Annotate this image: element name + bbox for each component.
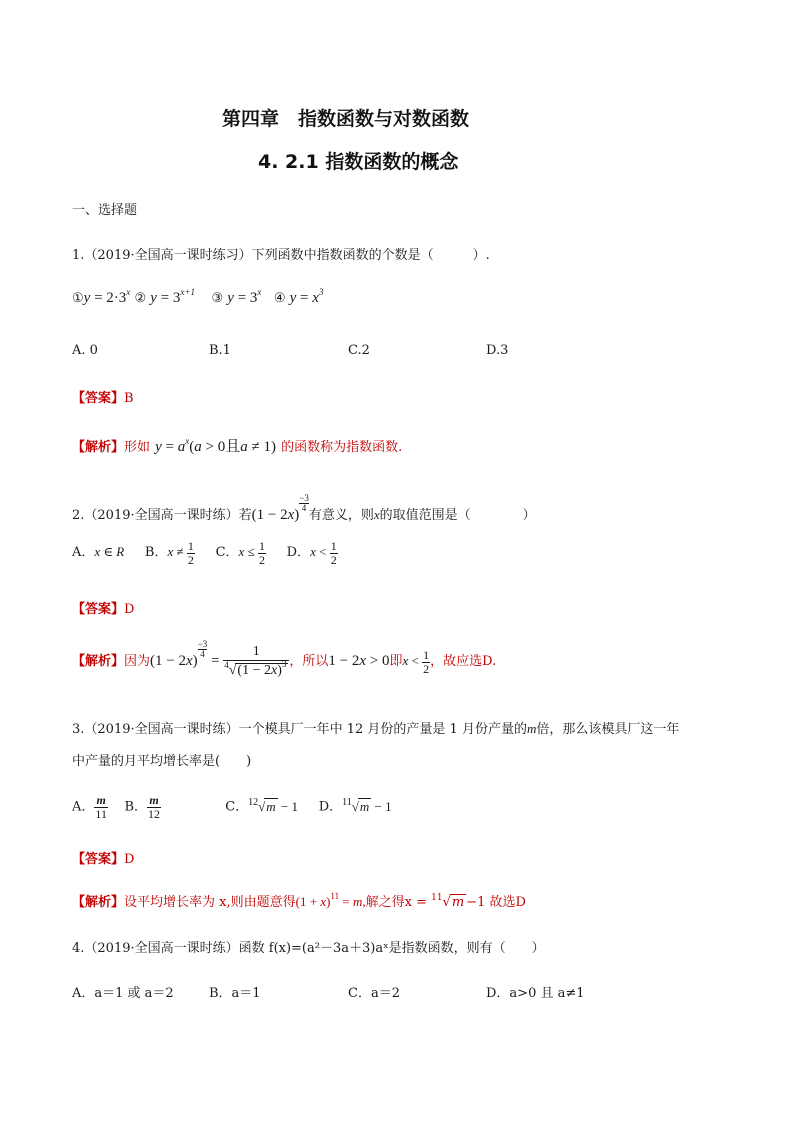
q1-analysis [72, 435, 402, 456]
chapter-title: 第四章 指数函数与对数函数 [222, 108, 470, 130]
q3-line1-text: 3.（2019·全国高一课时练）一个模具厂一年中 12 月份的产量是 1 月份产量的 [72, 722, 527, 737]
q3-choice-b-formula: $\frac{m}{12}$ [148, 793, 161, 821]
section-title: 4. 2.1 指数函数的概念 [258, 151, 459, 173]
q2-analysis-mid2: 即 [389, 654, 403, 669]
q3-choice-c-label: C． [225, 799, 249, 815]
q3-answer [72, 848, 134, 867]
answer-label: 【答案】 [72, 391, 125, 406]
q2-analysis-formula: (1 − 2x) $\frac{-3}{4}$ = $\frac{1}{^4√(1 - 2x)^3}$ [150, 653, 289, 669]
q2-stem-suffix: 有意义，则 [308, 508, 374, 523]
q1-answer-value: B [124, 391, 134, 406]
q2-choice-a-label: A． [72, 545, 95, 561]
q1-item-4: ④ [273, 291, 286, 306]
q1-analysis-formula: $y = a^x(a > 0$且a ≠ 1) [155, 436, 276, 455]
q2-analysis-end: ，故应选D. [430, 654, 497, 669]
q2-stem-end: 的取值范围是（ ） [379, 508, 536, 523]
q2-choice-c-formula: x ≤ $\frac{1}{2}$ [238, 539, 265, 567]
q4-stem: 4.（2019·全国高一课时练）函数 f(x)=(a²－3a＋3)aˣ是指数函数，则有（ ） [72, 941, 545, 956]
q2-stem [72, 494, 536, 524]
q3-analysis-end: 故选D [489, 895, 526, 910]
q1-choice-a: A. 0 [72, 343, 98, 358]
q1-choice-b: B.1 [209, 343, 231, 358]
q2-stem-prefix: 2.（2019·全国高一课时练）若 [72, 508, 252, 523]
q1-formula-4: $y = x^3$ [289, 287, 324, 306]
q2-stem-formula: (1 − 2x) $\frac{-3}{4}$ [251, 493, 309, 523]
q1-choice-c: C.2 [348, 343, 370, 358]
q1-formula-3: $y = 3^x$ [227, 287, 262, 306]
q1-stem: 1.（2019·全国高一课时练习）下列函数中指数函数的个数是（ ）. [72, 248, 490, 263]
q3-choice-c-formula: $^{12}$√m − 1 [248, 796, 299, 814]
q2-choice-d-label: D． [286, 545, 311, 561]
q3-analysis-text: 设平均增长率为 x,则由题意得 [124, 895, 296, 910]
q3-answer-value: D [124, 852, 135, 867]
q1-item-2: ② [134, 291, 147, 306]
section-heading: 一、选择题 [72, 203, 138, 218]
q3-line1-end: 倍，那么该模具厂这一年 [536, 722, 680, 737]
q1-choice-d: D.3 [486, 343, 509, 358]
q3-choice-a-formula: $\frac{m}{11}$ [95, 793, 107, 821]
q2-answer-value: D [124, 602, 135, 617]
q4-choice-c: C．a＝2 [348, 986, 400, 1001]
answer-label: 【答案】 [72, 602, 125, 617]
q2-analysis-ineq: 1 − 2x > 0 [328, 653, 390, 669]
q2-stem-var: x [373, 507, 380, 522]
q2-analysis-result: x < $\frac{1}{2}$ [402, 647, 430, 676]
q2-analysis-prefix: 因为 [124, 654, 151, 669]
q3-analysis [72, 891, 526, 910]
answer-label: 【答案】 [72, 852, 125, 867]
q3-choices [72, 794, 392, 820]
q4-choice-d: D．a>0 且 a≠1 [486, 986, 585, 1001]
q4-choice-a: A．a＝1 或 a＝2 [72, 986, 174, 1001]
q2-choice-b-label: B． [144, 545, 168, 561]
q2-choice-a-formula: x ∈ R [94, 544, 125, 560]
q2-choice-b-formula: x ≠ $\frac{1}{2}$ [167, 539, 194, 567]
q2-analysis [72, 640, 496, 678]
q1-options-line [72, 287, 324, 307]
q2-choice-c-label: C． [215, 545, 239, 561]
q3-analysis-mid: 解之得 [365, 895, 405, 910]
q1-formula-2: $y = 3^{x+1}$ [150, 287, 195, 306]
analysis-label: 【解析】 [72, 895, 125, 910]
q3-choice-d-formula: $^{11}$√m − 1 [342, 796, 392, 814]
q2-choices [72, 540, 338, 566]
q1-analysis-prefix: 形如 [124, 440, 151, 455]
q3-analysis-result: x = $^{11}$√m −1 [404, 893, 490, 910]
q2-analysis-mid: ，所以 [289, 654, 329, 669]
q3-choice-d-label: D． [318, 799, 343, 815]
q3-stem-line1 [72, 718, 679, 737]
q1-item-3: ③ [211, 291, 224, 306]
q3-choice-b-label: B． [124, 799, 148, 815]
q3-choice-a-label: A． [72, 799, 95, 815]
q3-stem-line2: 中产量的月平均增长率是( ) [72, 754, 252, 769]
q2-answer [72, 598, 134, 617]
q3-line1-var: m [526, 721, 537, 736]
q2-choice-d-formula: x < $\frac{1}{2}$ [310, 539, 337, 567]
q1-analysis-suffix: 的函数称为指数函数. [281, 440, 403, 455]
q3-analysis-formula: $(1 + x)^{11} = m$, [295, 891, 366, 909]
analysis-label: 【解析】 [72, 440, 125, 455]
analysis-label: 【解析】 [72, 654, 125, 669]
q1-item-1: ① [72, 291, 84, 306]
q1-formula-1: $y = 2\cdot 3^x$ [83, 287, 131, 306]
q4-choice-b: B．a＝1 [209, 986, 261, 1001]
q1-answer [72, 387, 134, 406]
